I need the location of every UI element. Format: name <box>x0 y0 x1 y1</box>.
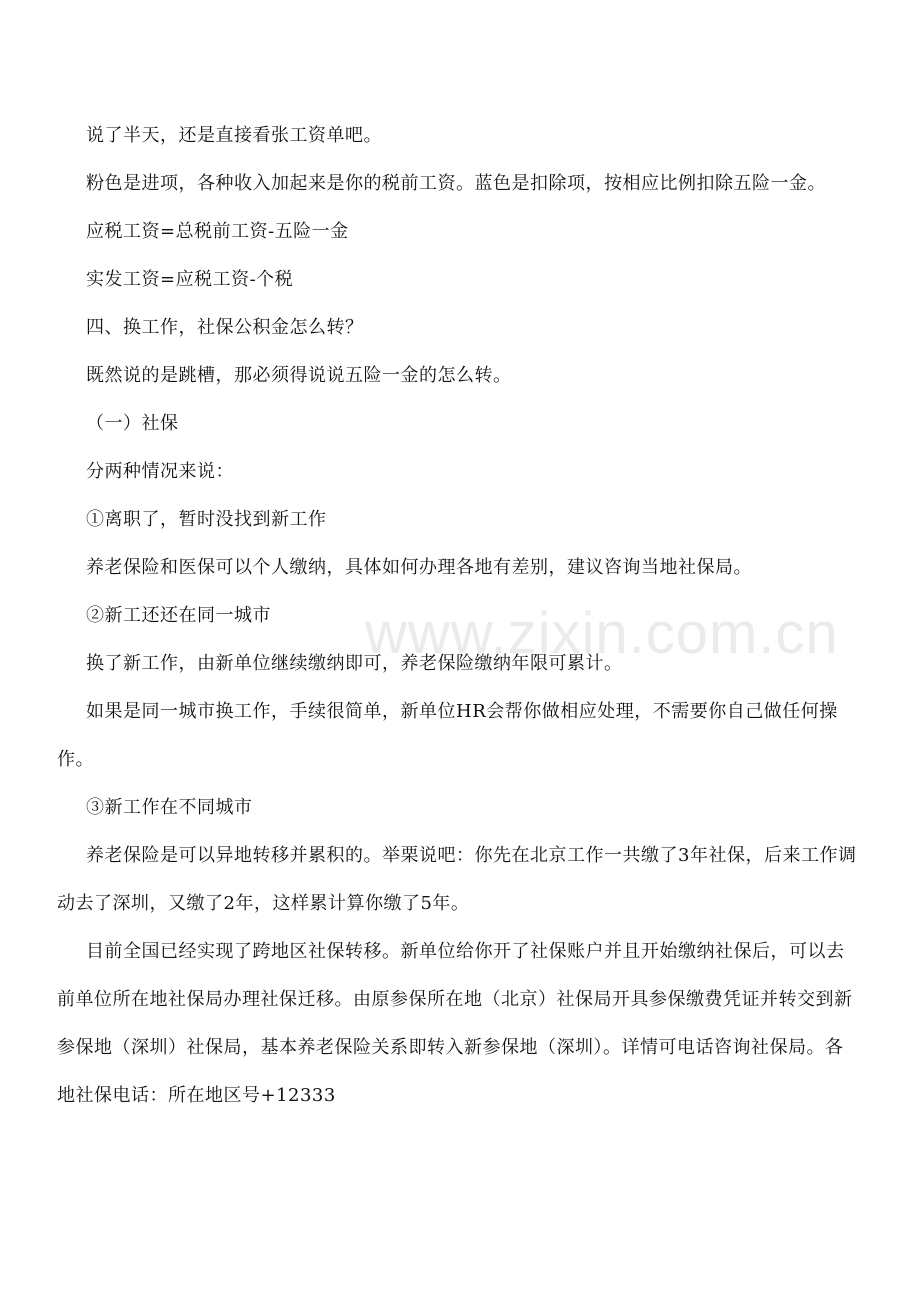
paragraph-intro: 说了半天，还是直接看张工资单吧。 <box>86 125 382 146</box>
case-heading-same-city: ②新工还还在同一城市 <box>86 605 271 626</box>
paragraph-individual-payment: 养老保险和医保可以个人缴纳，具体如何办理各地有差别，建议咨询当地社保局。 <box>86 557 752 578</box>
watermark: www.zixin.com.cn <box>365 601 839 666</box>
paragraph-taxable-salary-formula: 应税工资=总税前工资-五险一金 <box>86 221 349 242</box>
paragraph-same-city-continue: 换了新工作，由新单位继续缴纳即可，养老保险缴纳年限可累计。 <box>86 653 623 674</box>
subsection-heading-social-security: （一）社保 <box>86 413 179 434</box>
document-body <box>57 112 857 1120</box>
paragraph-job-hopping: 既然说的是跳槽，那必须得说说五险一金的怎么转。 <box>86 365 512 386</box>
paragraph-transfer-example: 养老保险是可以异地转移并累积的。举栗说吧：你先在北京工作一共缴了3年社保，后来工作调动去了深圳，又缴了2年，这样累计算你缴了5年。 <box>57 845 857 914</box>
section-heading-job-change: 四、换工作，社保公积金怎么转？ <box>86 317 364 338</box>
paragraph-color-explanation: 粉色是进项，各种收入加起来是你的税前工资。蓝色是扣除项，按相应比例扣除五险一金。 <box>86 173 826 194</box>
paragraph-transfer-process: 目前全国已经实现了跨地区社保转移。新单位给你开了社保账户并且开始缴纳社保后，可以去前单位所在地社保局办理社保迁移。由原参保所在地（北京）社保局开具参保缴费凭证并转交到新参保地（深圳）社保局，基本养老保险关系即转入新参保地（深圳）。详情可电话咨询社保局。各地社保电话：所在地区号+12333 <box>57 941 853 1106</box>
case-heading-no-new-job: ①离职了，暂时没找到新工作 <box>86 509 327 530</box>
paragraph-two-cases: 分两种情况来说： <box>86 461 234 482</box>
case-heading-different-city: ③新工作在不同城市 <box>86 797 253 818</box>
paragraph-same-city-hr: 如果是同一城市换工作，手续很简单，新单位HR会帮你做相应处理，不需要你自己做任何操作。 <box>57 701 838 770</box>
paragraph-net-salary-formula: 实发工资=应税工资-个税 <box>86 269 294 290</box>
